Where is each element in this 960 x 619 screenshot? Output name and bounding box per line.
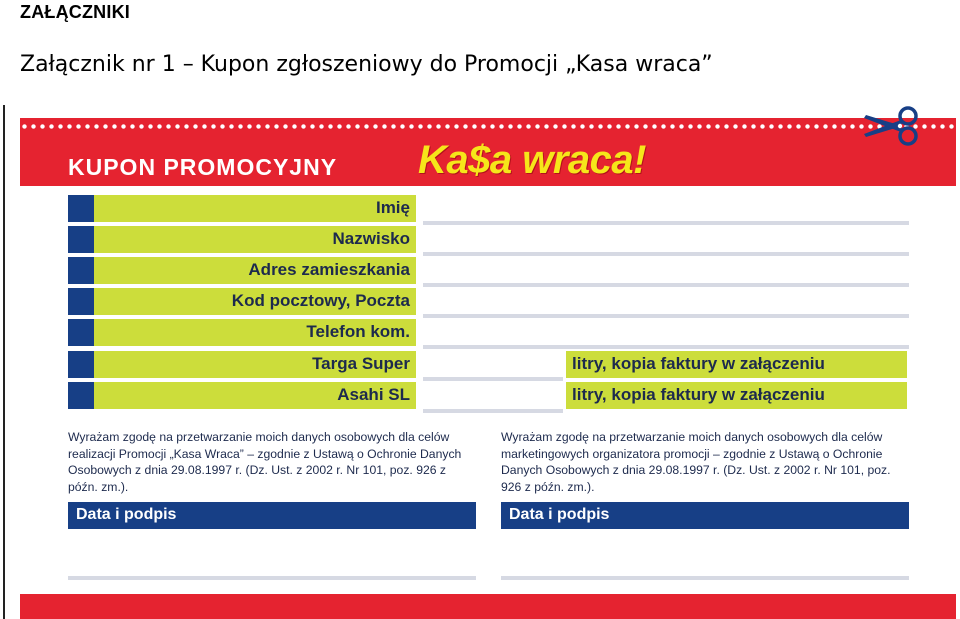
signature-label: Data i podpis: [509, 506, 610, 523]
row-marker: [68, 288, 94, 315]
attachment-title: Załącznik nr 1 – Kupon zgłoszeniowy do Promocji „Kasa wraca”: [20, 52, 713, 77]
document-heading: ZAŁĄCZNIKI: [20, 2, 130, 22]
perforation: [20, 124, 956, 129]
field-label-kod: Kod pocztowy, Poczta: [231, 291, 410, 310]
litry-label: litry, kopia faktury w załączeniu: [572, 354, 825, 373]
signature-label: Data i podpis: [76, 506, 177, 523]
margin-rule: [3, 105, 5, 619]
input-line-nazwisko[interactable]: [423, 252, 909, 256]
row-marker: [68, 195, 94, 222]
consent-text-left: Wyrażam zgodę na przetwarzanie moich danych osobowych dla celów realizacji Promocji „Kasa Wraca” – zgodnie z Ustawą o Ochronie Danych Osobowych z dnia 29.08.1997 r. (Dz. Ust. z 2002 r. Nr 101, poz. 926 z późn. zm.).: [68, 430, 462, 494]
row-marker: [68, 226, 94, 253]
consent-text-right: Wyrażam zgodę na przetwarzanie moich danych osobowych dla celów marketingowych organizatora promocji – zgodnie z Ustawą o Ochronie Danych Osobowych z dnia 29.08.1997 r. (Dz. Ust. z 2002 r. Nr 101, poz. 926 z późn. zm.).: [501, 430, 891, 494]
signature-bar-right: [501, 502, 909, 529]
coupon-footer-band: [20, 594, 956, 619]
row-marker: [68, 351, 94, 378]
row-marker: [68, 382, 94, 409]
input-line-imie[interactable]: [423, 221, 909, 225]
row-marker: [68, 319, 94, 346]
input-line-targa[interactable]: [423, 377, 563, 381]
coupon: [20, 118, 956, 619]
field-label-asahi: Asahi SL: [337, 385, 410, 404]
input-line-telefon[interactable]: [423, 345, 909, 349]
field-label-imie: Imię: [375, 198, 410, 217]
litry-box-asahi: [566, 382, 907, 409]
field-label-telefon: Telefon kom.: [306, 322, 410, 341]
signature-bar-left: [68, 502, 476, 529]
coupon-header-band: [20, 118, 956, 186]
scissors-icon: [862, 106, 920, 146]
signature-line-left[interactable]: [68, 576, 476, 580]
field-label-box: [94, 226, 416, 253]
input-line-adres[interactable]: [423, 283, 909, 287]
promo-logo: Ka$a wraca!: [418, 138, 646, 182]
row-marker: [68, 257, 94, 284]
field-label-box: [94, 257, 416, 284]
input-line-asahi[interactable]: [423, 409, 563, 413]
field-label-box: [94, 288, 416, 315]
field-label-box: [94, 319, 416, 346]
field-label-targa: Targa Super: [312, 354, 410, 373]
field-label-box: [94, 195, 416, 222]
field-label-box: [94, 382, 416, 409]
litry-label: litry, kopia faktury w załączeniu: [572, 385, 825, 404]
field-label-nazwisko: Nazwisko: [332, 229, 410, 248]
field-label-adres: Adres zamieszkania: [248, 260, 410, 279]
coupon-title: KUPON PROMOCYJNY: [68, 154, 338, 180]
field-label-box: [94, 351, 416, 378]
input-line-kod[interactable]: [423, 314, 909, 318]
signature-line-right[interactable]: [501, 576, 909, 580]
litry-box-targa: [566, 351, 907, 378]
